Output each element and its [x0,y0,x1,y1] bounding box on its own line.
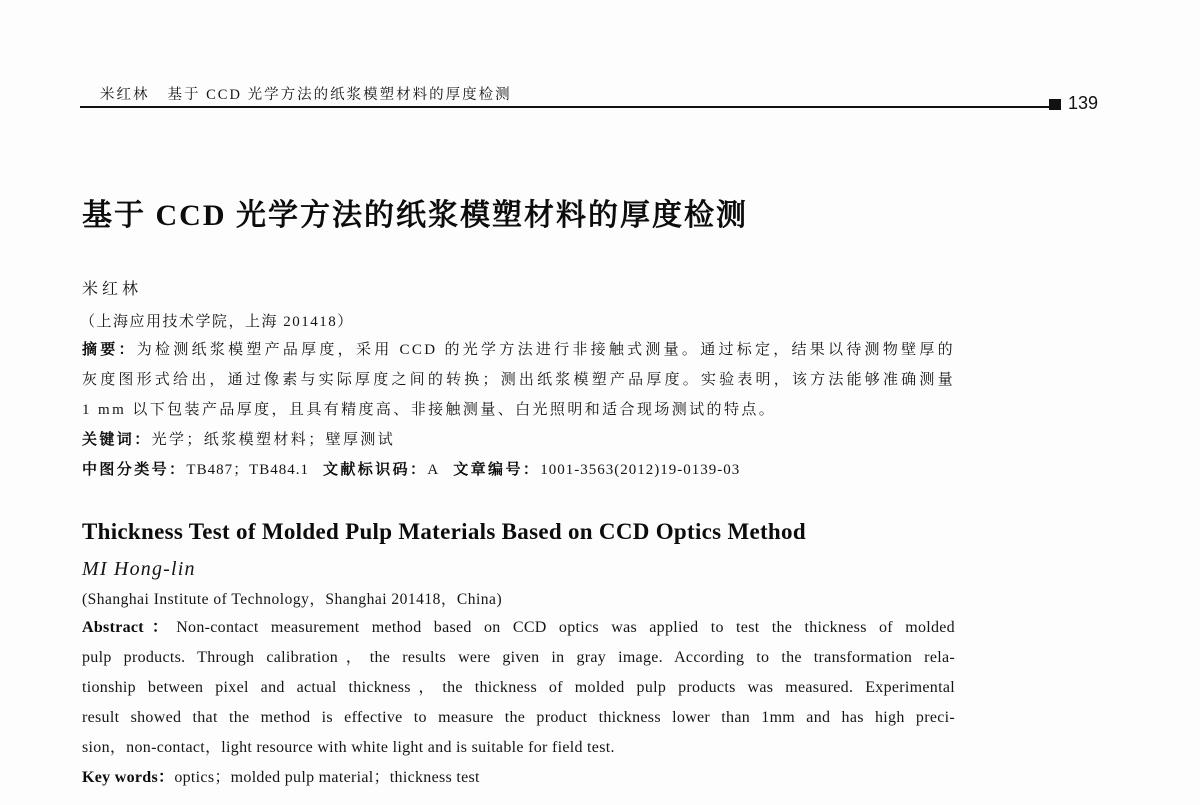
clc-label: 中图分类号： [82,462,187,478]
article-number-value: 1001-3563(2012)19-0139-03 [540,462,741,478]
running-header-title: 基于 CCD 光学方法的纸浆模塑材料的厚度检测 [167,87,512,103]
abstract-chinese-section [82,335,955,485]
affiliation-chinese: （上海应用技术学院，上海 201418） [80,314,354,330]
paper-title-english: Thickness Test of Molded Pulp Materials Based on CCD Optics Method [82,519,806,544]
keywords-english-text: optics；molded pulp material；thickness test [174,769,480,786]
header-rule [80,106,1050,108]
abstract-chinese-line: 1 mm 以下包装产品厚度，且具有精度高、非接触测量、白光照明和适合现场测试的特点。 [82,402,777,418]
affiliation-english: (Shanghai Institute of Technology，Shanghai 201418，China) [82,591,503,608]
abstract-chinese-label: 摘要： [82,342,137,358]
doc-code-label: 文献标识码： [323,462,428,478]
author-chinese: 米红林 [82,281,143,298]
keywords-english-label: Key words： [82,769,175,786]
abstract-english-line [82,613,955,643]
clc-value: TB487；TB484.1 [186,462,309,478]
running-header-author: 米红林 [100,87,150,103]
page-marker-square [1049,99,1061,110]
keywords-chinese [82,425,955,455]
doc-code-value: A [427,462,440,478]
keywords-chinese-label: 关键词： [82,432,152,448]
keywords-chinese-text: 光学；纸浆模塑材料；壁厚测试 [151,432,396,448]
abstract-english-label: Abstract： [82,619,177,636]
abstract-english-text: Non-contact measurement method based on CCD optics was applied to test the thickness of molded [176,619,955,636]
abstract-english-section [82,613,955,793]
article-number-label: 文章编号： [453,462,541,478]
classification-line [82,455,955,485]
abstract-chinese-text: 为检测纸浆模塑产品厚度，采用 CCD 的光学方法进行非接触式测量。通过标定，结果以待测物壁厚的 [136,342,955,358]
running-header [100,84,512,106]
abstract-chinese-line: 灰度图形式给出，通过像素与实际厚度之间的转换；测出纸浆模塑产品厚度。实验表明，该方法能够准确测量 [82,372,955,388]
page-number: 139 [1068,93,1099,113]
paper-title-chinese: 基于 CCD 光学方法的纸浆模塑材料的厚度检测 [82,199,748,232]
abstract-english-line: result showed that the method is effective to measure the product thickness lower than 1mm and has high preci- [82,709,955,726]
keywords-english [82,763,955,793]
abstract-chinese-line [82,335,955,365]
author-english: MI Hong-lin [82,558,196,580]
abstract-english-line: tionship between pixel and actual thickness，the thickness of molded pulp products was measured. Experimental [82,679,955,696]
abstract-english-line: sion，non-contact，light resource with white light and is suitable for field test. [82,739,615,756]
abstract-english-line: pulp products. Through calibration，the results were given in gray image. According to the transformation rela- [82,649,955,666]
